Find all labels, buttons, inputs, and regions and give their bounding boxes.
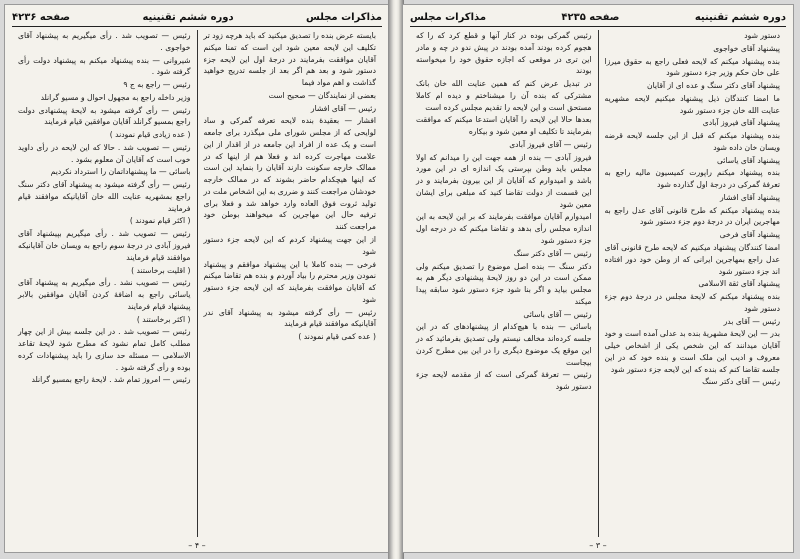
paragraph: رئیس — آقای دکتر سنگ xyxy=(702,377,780,387)
paragraph: ما امضا کنندگان ذیل پیشنهاد میکنیم لایحه مشهریه عنایت الله خان جزء دستور شود xyxy=(604,93,780,115)
right-page-number: صفحه ۴۲۳۵ xyxy=(561,11,620,23)
paragraph: پیشنهاد آقای خواجوی xyxy=(713,43,780,53)
paragraph: وزیر داخله راجع به مجهول احوال و مسیو گرانلد xyxy=(40,92,191,102)
paragraph: از این جهت پیشنهاد کردم که این لایحه جزء دستور شود xyxy=(203,235,376,256)
paragraph: در تبدیل عرض کنم که همین عنایت الله خان بانک مشترکی که بنده آن را میشناختم و دیده ام کاملا مستحق است و این لایحه را تقدیم مجلس کرده است xyxy=(416,79,592,112)
paragraph: رئیس — آقای دکتر سنگ xyxy=(513,248,592,258)
paragraph: رئیس — تصویب شد . در این جلسه بیش از این چهار مطلب کامل تمام نشود که مطرح شود لایحهٔ تقاعد الاسلامی — مسئله حد سازی را باید پیشنهادات کرده بوده و رأی گرفته شود . xyxy=(18,327,191,372)
left-page-footer: – ۴ – xyxy=(188,541,206,550)
left-page-title: مذاکرات مجلس xyxy=(305,11,382,23)
paragraph: باسائی — ما پیشنهاداتمان را استرداد نکردیم xyxy=(50,167,191,177)
column-divider xyxy=(598,30,599,537)
paragraph: بنده پیشنهاد میکنم که لایحهٔ مجلس در درجهٔ دوم جزء دستور شود xyxy=(604,292,780,313)
paragraph: بنده پیشنهاد میکنم که طرح قانونی آقای عدل راجع به مهاجرین ایران در درجهٔ دوم جزء دستور شود xyxy=(604,205,780,227)
paragraph: رئیس — امروز تمام شد . لایحهٔ راجع بمسیو گرانلد xyxy=(31,375,191,385)
paragraph: رئیس — تصویب شد . رأی میگیریم بپیشنهاد آقای فیروز آبادی در درجهٔ سوم راجع به ویسان خان آقایانیکه موافقند قیام فرمایند xyxy=(18,229,191,262)
paragraph: پیشنهاد آقای فیروز آبادی xyxy=(702,118,780,128)
column-divider xyxy=(197,30,198,537)
paragraph: امضا کنندگان پیشنهاد میکنیم که لایحه طرح قانونی آقای عدل راجع بمهاجرین ایرانی که از وطن خود دور افتاده اند جزء دستور شود xyxy=(604,243,780,276)
paragraph: بنده پیشنهاد میکنم که قبل از این جلسه لایحه قرضه ویسان خان داده شود xyxy=(604,131,780,152)
paragraph: ( اقلیت برخاستند ) xyxy=(131,265,191,275)
right-page-session: دوره ششم تقنینیه xyxy=(694,11,786,23)
paragraph: بدر — این لایحهٔ مشهریهٔ بنده بد عدلی آمده است و خود آقایان میدانند که این شخص یکی از اشخاص خیلی معروف و ادیب این ملک است و بنده خود که در این جلسه تقاضا کنم که بنده که این لایحه جزء دستور شود xyxy=(604,329,780,374)
left-page-column-right xyxy=(198,30,383,537)
paragraph: رئیس — راجع به ج ۹ xyxy=(123,80,191,90)
right-page-footer: – ۳ – xyxy=(589,541,607,550)
paragraph: رئیس — تصویب شد . رأی میگیریم به پیشنهاد آقای خواجوی . xyxy=(18,31,191,52)
paragraph: رئیس — تصویب شد . حالا که این لایحه در رأی داوید خوب است که آقایان آن معلوم بشود . xyxy=(18,142,191,164)
right-page-title: مذاکرات مجلس xyxy=(410,11,487,23)
left-page-header xyxy=(12,8,382,27)
paragraph: ( عده کمی قیام نمودند ) xyxy=(298,332,376,342)
paragraph: پیشنهاد آقای ثقة الاسلامی xyxy=(698,279,780,289)
paragraph: دستور شود xyxy=(744,31,780,40)
paragraph: رئیس — آقای باسائی xyxy=(523,309,592,319)
left-page-session: دوره ششم تقنینیه xyxy=(142,11,234,23)
paragraph: رئیس — رأی گرفته میشود به پیشنهاد آقای ندر آقایانیکه موافقند قیام فرمایند xyxy=(203,307,376,329)
paragraph: بعدها حالا این لایحه را آقایان استدعا میکنم که موافقت بفرمایند تا تکلیف او معین شود و بیکاره xyxy=(416,115,592,137)
right-page-column-right xyxy=(599,30,787,537)
left-page-column-left xyxy=(12,30,197,537)
paragraph: رئیس گمرکی بوده در کنار آنها و قطع کرد که را که هجوم کرده بودند آمده بودند در پیش ندو در چه و مادر این تری در موقعی که اجازه حقوق خود را میخواسته بودند xyxy=(416,31,592,76)
paragraph: بنده پیشنهاد میکنم راپورت کمیسیون مالیه راجع به تعرفهٔ گمرکی در درجهٔ اول گذارده شود xyxy=(604,168,780,190)
paragraph: دکتر سنگ — بنده اصل موضوع را تصدیق میکنم ولی ممکن است در این دو روز لایحهٔ پیشنهادی دیگر هم به مجلس بیاید و اگر بنا شود جزء دستور شود سابقه پیدا میکند xyxy=(416,261,592,306)
paragraph: رئیس — رأی گرفته میشود به لایحهٔ پیشنهادی دولت راجع بمسیو گرانلد آقایان موافقین قیام فرمایند xyxy=(18,105,191,127)
paragraph: رئیس — آقای بدر xyxy=(723,316,780,326)
paragraph: باسائی — بنده با هیچ‌کدام از پیشنهادهای که در این جلسه کرده‌اند مخالف نیستم ولی تصدیق بفرمائید که در این موقع یک موضوع دیگری را در این بین مطرح کردن بیجاست xyxy=(416,322,592,367)
paragraph: پیشنهاد آقای فرخی xyxy=(719,230,780,240)
paragraph: بایسته عرض بنده را تصدیق میکنید که باید هرچه زود تر تکلیف این لایحه معین شود این است که تمنا میکنم آقایان موافقت بفرمایند در درجهٔ اول این لایحه جزء دستور شود و بعد هم اگر بعد از جلسه تدریج خواهید گذاشت و اهم مواد فیما xyxy=(203,31,376,88)
left-page-number: صفحه ۴۲۳۶ xyxy=(12,11,71,23)
right-page-column-left xyxy=(410,30,598,537)
paragraph: رئیس — تعرفهٔ گمرکی است که از مقدمه لایحه جزء دستور شود xyxy=(416,370,592,392)
paragraph: بنده پیشنهاد میکنم که لایحه فعلی راجع به حقوق میرزا علی خان حکم وزیر جزء دستور شود xyxy=(604,56,780,78)
right-page xyxy=(402,4,794,553)
paragraph: امیدوارم آقایان موافقت بفرمایند که بر این لایحه به این اندازه مجلس رأی بدهد و تقاضا میکنم که در درجه اول جزء دستور شود xyxy=(416,212,592,246)
right-page-header xyxy=(410,8,786,27)
paragraph: ( اکثر قیام نمودند ) xyxy=(129,216,191,226)
paragraph: فرخی — بنده کاملا با این پیشنهاد موافقم و پیشنهاد نمودن وزیر محترم را بیاد آوردم و بنده هم تقاضا میکنم که آقایان موافقت بفرمایند که این لایحه جزء دستور شود xyxy=(203,259,376,304)
paragraph: پیشنهاد آقای یاسائی xyxy=(716,155,780,165)
left-page xyxy=(4,4,390,553)
paragraph: ( اکثر برخاستند ) xyxy=(136,314,191,324)
paragraph: رئیس — آقای افشار xyxy=(310,103,376,113)
paragraph: رئیس — رأی گرفته میشود به پیشنهاد آقای دکتر سنگ راجع بمشهریه عنایت الله خان آقایانیکه موافقند قیام فرمایند xyxy=(18,180,191,213)
paragraph: پیشنهاد آقای دکتر سنگ و عده ای از آقایان xyxy=(647,81,780,91)
paragraph: رئیس — آقای فیروز آبادی xyxy=(509,139,592,149)
right-page-columns xyxy=(410,30,786,537)
paragraph: ( عده زیادی قیام نمودند ) xyxy=(109,130,191,140)
paragraph: رئیس — تصویب نشد . رأی میگیریم به پیشنهاد آقای یاسائی راجع به اضافهٔ کردن آقایان موافقین بالابر پیشنهاد قیام فرمایند xyxy=(18,278,191,311)
paragraph: افشار — بعقیدهٔ بنده لایحه تعرفه گمرکی و ساد لوایحی که از مجلس شورای ملی میگذرد برای جامعه است و یک عده از افراد این جامعه در از اقدار از این علامت مهاجرت کرده اند و فعلا هم از اینها که در ممالک خارجه سکونت دارند آقایان را بنماید این است که اینها هیچکدام حاضر بشوند که در ممالک خارجه خودشان مراجعت کنند و ضرری به این اشخاص ملت در تولید ثروت فوق العاده وارد خواهد شد و فعلا برای ترفیه حال این مهاجرین که میخواهند بوطن خود مراجعت کنند xyxy=(203,116,376,232)
paragraph: فیروز آبادی — بنده از همه جهت این را میدانم که اولا مجلس باید وطن بپرستی یک اندازه ای در این مورد باشد و امیدوارم که آقایان از این بیرون بفرمایند و در این قسمت از دولت تقاضا کنید که مبلغی برای ایشان معین شود xyxy=(416,152,592,209)
paragraph: شیروانی — بنده پیشنهاد میکنم به پیشنهاد دولت رأی گرفته شود . xyxy=(18,55,191,77)
paragraph: بعضی از نمایندگان — صحیح است xyxy=(268,90,376,100)
paragraph: پیشنهاد آقای افشار xyxy=(720,192,780,202)
left-page-columns xyxy=(12,30,382,537)
